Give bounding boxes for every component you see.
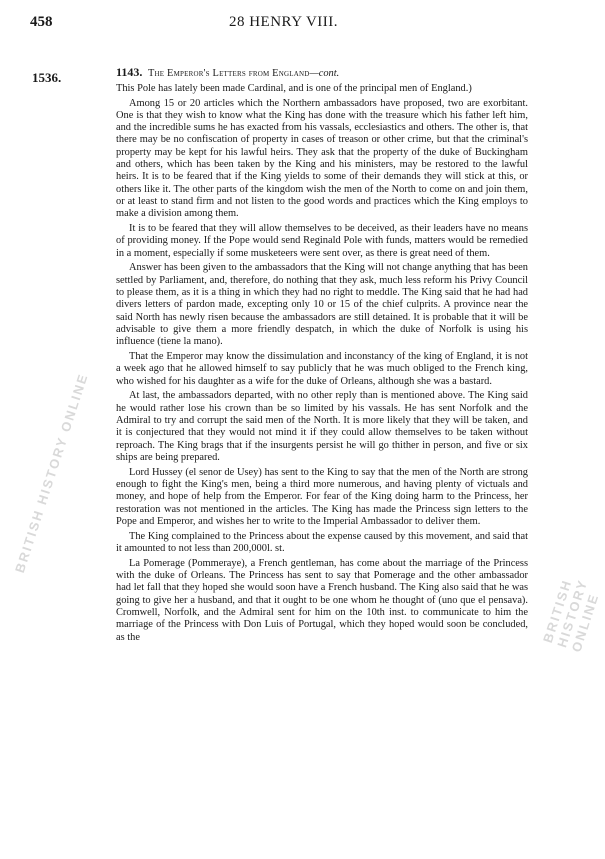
entry-heading bbox=[116, 66, 528, 80]
paragraph: Answer has been given to the ambassadors that the King will not change anything that has been settled by Parliament, and, therefore, do nothing that they ask, much less reform his Privy Council to please them, as it is a thing in which they had no right to meddle. The King said that he had had divers letters of pardon made, excepting only 10 or 15 of the chief culprits. A province near the said North has newly risen because the ambassadors are still detained. It is probable that it will be advisable to give them a more friendly despatch, in which the duke of Norfolk is using his influence (tiene la mano). bbox=[116, 262, 528, 348]
entry-continuation: —cont. bbox=[309, 68, 340, 79]
entry-number: 1143. bbox=[116, 65, 143, 79]
paragraph: The King complained to the Princess about the expense caused by this movement, and said that it amounted to not less than 200,000l. st. bbox=[116, 530, 528, 554]
paragraph: Among 15 or 20 articles which the Northern ambassadors have proposed, two are exorbitant. One is that they wish to know what the King has done with the treasure which his father left him, and the incredible sums he has exacted from his vassals, ecclesiastics and others. The other is, that there may be no confiscation of property in cases of treason or other crime, but that the criminal's property may be kept for his lawful heirs. They ask that the property of the duke of Buckingham and others, which has been taken by the King and his ministers, may be restored to the lawful heirs. It is to be feared that if the King yields to some of their demands they will stick at this, or others like it. The other parts of the kingdom wish the men of the North to come on and join them, or at least to stand firm and not listen to the good words and practices which the King employs to make a division among them. bbox=[116, 97, 528, 220]
paragraph: La Pomerage (Pommeraye), a French gentleman, has come about the marriage of the Princess with the duke of Orleans. The Princess has sent to say that Pomerage and the other ambassador had let fall that they hoped she would soon have a French husband. The King also said that he was going to give her a husband, and that it ought to be one whom he thought of (uno que el pensava). Cromwell, Norfolk, and the Admiral sent for him on the 10th inst. to communicate to him the marriage of the Princess with Don Luis of Portugal, which they hoped would soon be concluded, as the bbox=[116, 557, 528, 643]
paragraph: This Pole has lately been made Cardinal, and is one of the principal men of England.) bbox=[116, 82, 472, 94]
running-head: 28 HENRY VIII. bbox=[228, 14, 339, 30]
paragraph: Lord Hussey (el senor de Usey) has sent to the King to say that the men of the North are strong enough to fight the King's men, being a third more numerous, and having plenty of victuals and money, and hope of help from the Emperor. For fear of the King doing harm to the Princess, her restoration was not mentioned in the articles. The King has made the Princess sign letters to the Pope and Emperor, and wishes her to write to the Imperial Ambassador to deliver them. bbox=[116, 466, 528, 527]
watermark-right: BRITISH HISTORY ONLINE bbox=[540, 577, 602, 654]
entry-title: The Emperor's Letters from England bbox=[147, 68, 310, 79]
paragraph: It is to be feared that they will allow themselves to be deceived, as their leaders have no means of providing money. If the Pope would send Reginald Pole with funds, matters would be remedied in a moment, especially if some musketeers were sent over, as there is great need of them. bbox=[116, 223, 528, 259]
page-number: 458 bbox=[30, 14, 53, 30]
paragraph: That the Emperor may know the dissimulation and inconstancy of the king of England, it is not a week ago that he allowed himself to say publicly that he was much obliged to the French king, who wished for his daughter as a wife for the duke of Orleans, although she was a bastard. bbox=[116, 351, 528, 387]
watermark-left: BRITISH HISTORY ONLINE bbox=[12, 371, 91, 575]
body-text bbox=[116, 66, 528, 646]
margin-year: 1536. bbox=[32, 70, 62, 85]
paragraph: At last, the ambassadors departed, with no other reply than is mentioned above. The King said he would rather lose his crown than be so limited by his vassals. He has sent Norfolk and the Admiral to try and corrupt the said men of the North. It is more likely that they will be taken, and it is conjectured that they would not mind it if they could allow themselves to be taken without reproach. The King brags that if the insurgents persist he will go thither in person, and five or six ships are being prepared. bbox=[116, 390, 528, 463]
